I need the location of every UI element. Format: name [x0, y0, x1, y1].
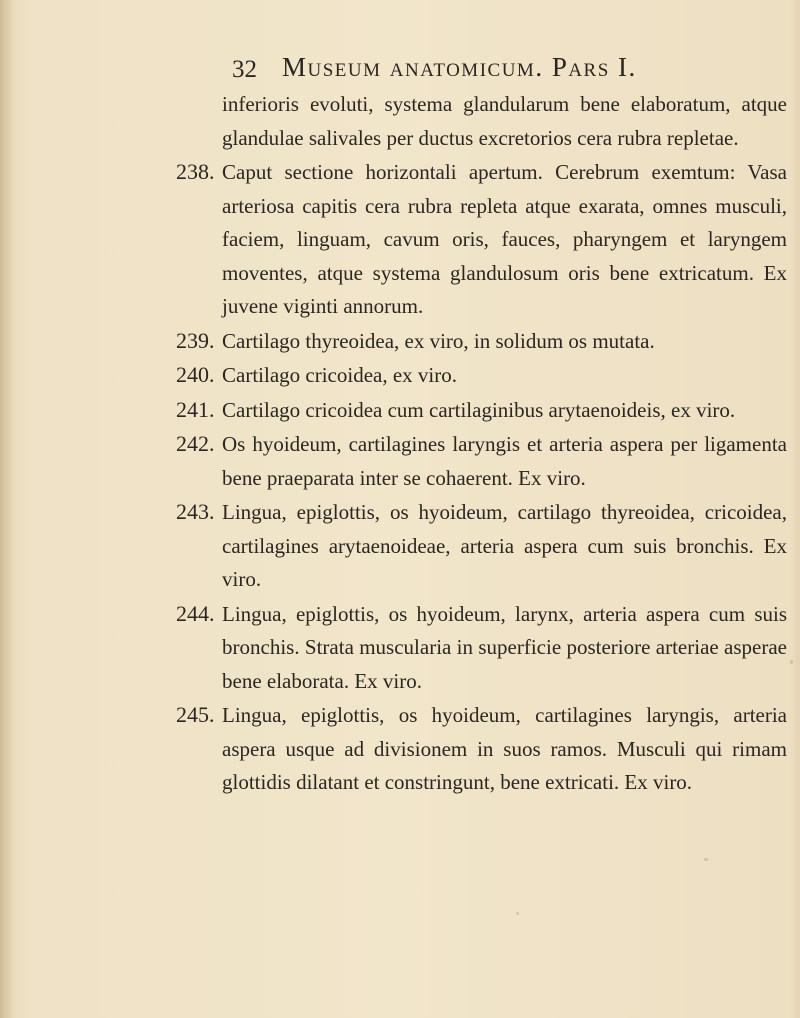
paper-spot [516, 912, 519, 915]
catalog-entry-239 [176, 324, 787, 359]
catalog-entry-244 [176, 597, 787, 699]
running-title: Museum anatomicum. Pars I. [282, 52, 637, 82]
body-text [176, 88, 787, 800]
entry-number: 243. [176, 499, 215, 524]
paper-spot [704, 858, 708, 861]
entry-text: Lingua, epiglottis, os hyoideum, cartilagines laryngis, arteria aspera usque ad divisionem in suos ramos. Musculi qui rimam glottidis dilatant et constringunt, bene extricati. Ex viro. [222, 703, 787, 794]
entry-number: 241. [176, 396, 215, 422]
entry-text: Os hyoideum, cartilagines laryngis et arteria aspera per ligamenta bene praeparata inter se cohaerent. Ex viro. [222, 432, 787, 490]
catalog-entry-240 [176, 358, 787, 393]
page-number: 32 [232, 56, 257, 83]
catalog-entry-245 [176, 698, 787, 800]
catalog-entry-242 [176, 427, 787, 495]
entry-number: 238. [176, 159, 215, 184]
catalog-entry-241 [176, 393, 787, 428]
entry-text: Lingua, epiglottis, os hyoideum, larynx, arteria aspera cum suis bronchis. Strata muscularia in superficie posteriore arteriae asperae bene elaborata. Ex viro. [222, 601, 787, 693]
entry-number: 245. [176, 702, 215, 727]
entry-number: 244. [176, 600, 215, 626]
entry-text: Caput sectione horizontali apertum. Cerebrum exemtum: Vasa arteriosa capitis cera rubra repleta atque exarata, omnes musculi, faciem, linguam, cavum oris, fauces, pharyngem et laryngem moventes, atque systema glandulosum oris bene extricatum. Ex juvene viginti annorum. [222, 160, 787, 318]
entry-text: Cartilago thyreoidea, ex viro, in solidum os mutata. [222, 328, 655, 353]
continuation-paragraph: inferioris evoluti, systema glandularum bene elaboratum, atque glandulae salivales per ductus excretorios cera rubra repletae. [222, 92, 787, 150]
entry-text: Cartilago cricoidea cum cartilaginibus arytaenoideis, ex viro. [222, 397, 736, 422]
catalog-entry-238 [176, 155, 787, 324]
paper-spot [790, 660, 793, 664]
entry-number: 240. [176, 362, 215, 387]
page-gutter-shadow [0, 0, 14, 1018]
catalog-entry-243 [176, 495, 787, 597]
entry-number: 239. [176, 327, 215, 353]
page-header [0, 52, 800, 92]
entry-text: Lingua, epiglottis, os hyoideum, cartilago thyreoidea, cricoidea, cartilagines arytaenoideae, arteria aspera cum suis bronchis. Ex viro. [222, 500, 787, 591]
entry-text: Cartilago cricoidea, ex viro. [222, 363, 457, 387]
entry-number: 242. [176, 431, 215, 456]
